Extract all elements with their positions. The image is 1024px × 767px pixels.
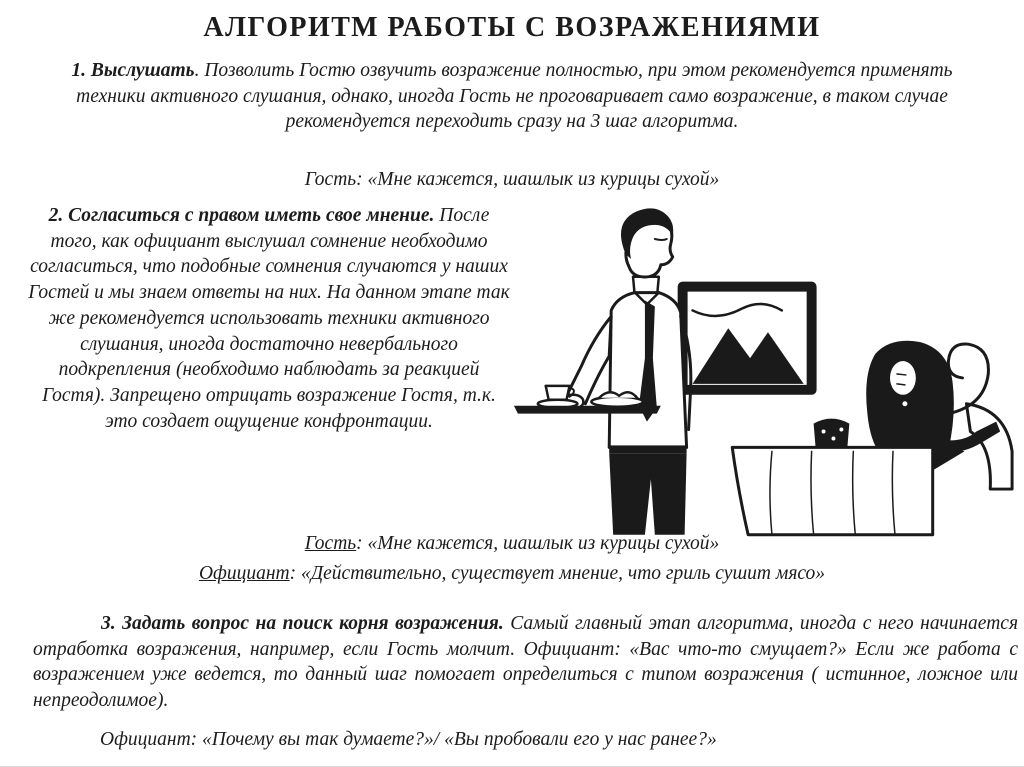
step2-dialog	[0, 531, 1024, 590]
step1-text: . Позволить Гостю озвучить возражение полностью, при этом рекомендуется применять техники активного слушания, однако, иногда Гость не проговаривает само возражение, в таком случае рекомендуется переходить сразу на 3 шаг алгоритма.	[76, 60, 953, 133]
step3-quote: Официант: «Почему вы так думаете?»/ «Вы пробовали его у нас ранее?»	[100, 729, 717, 750]
dialog-speaker-waiter: Официант	[198, 562, 290, 584]
dialog-text-guest: : «Мне кажется, шашлык из курицы сухой»	[356, 533, 720, 554]
step3-label: 3. Задать вопрос на поиск корня возражения.	[101, 613, 504, 634]
step1-label: 1. Выслушать	[71, 60, 195, 81]
cake-icon	[814, 419, 850, 448]
waiter-figure	[564, 208, 691, 534]
step3-paragraph	[33, 611, 1018, 714]
table-icon	[732, 447, 932, 534]
step1-paragraph	[52, 58, 972, 135]
step1-quote: Гость: «Мне кажется, шашлык из курицы сухой»	[304, 169, 720, 190]
waiter-serving-guest-illustration	[506, 198, 1022, 538]
dialog-line-waiter	[0, 561, 1024, 587]
step2-text: После того, как официант выслушал сомнение необходимо согласиться, что подобные сомнения случаются у наших Гостей и мы знаем ответы на них. На данном этапе так же рекомендуется использовать техники активного слушания, иногда достаточно невербального подкрепления (необходимо наблюдать за реакцией Гостя). Запрещено отрицать возражение Гостя, т.к. это создает ощущение конфронтации.	[28, 205, 510, 432]
illustration-svg	[506, 198, 1022, 538]
step3-text: Самый главный этап алгоритма, иногда с него начинается отработка возражения, например, если Гость молчит. Официант: «Вас что-то смущает?» Если же работа с возражением уже ведется, то данный шаг помогает определиться с типом возражения ( истинное, ложное или непреодолимое).	[33, 613, 1019, 712]
dialog-line-guest	[0, 531, 1024, 557]
page-title: АЛГОРИТМ РАБОТЫ С ВОЗРАЖЕНИЯМИ	[203, 12, 821, 43]
mountain-painting-icon	[683, 287, 812, 390]
dialog-text-waiter: : «Действительно, существует мнение, что гриль сушит мясо»	[289, 562, 826, 584]
step2-paragraph	[26, 203, 512, 435]
step2-label: 2. Согласиться с правом иметь свое мнение.	[48, 205, 435, 226]
dialog-speaker-guest: Гость	[304, 533, 357, 554]
